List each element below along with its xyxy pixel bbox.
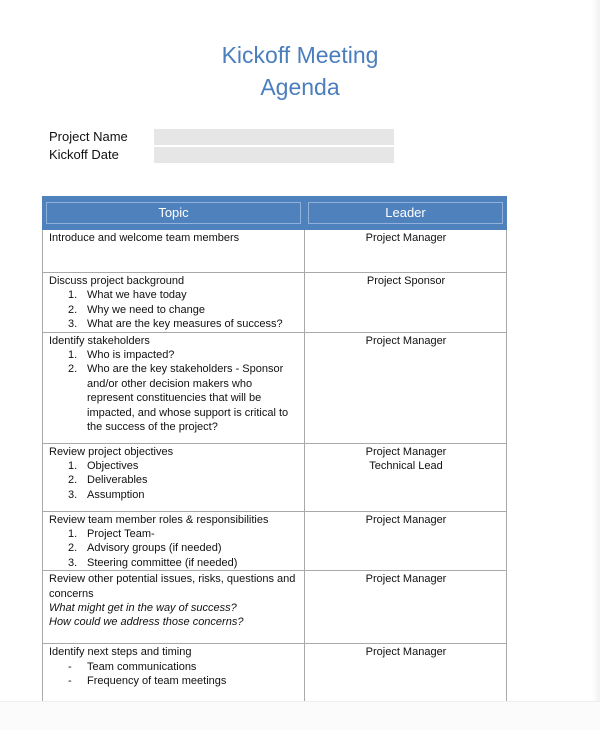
topic-text: Review other potential issues, risks, questions and concerns [49,573,296,600]
list-item: 3. Assumption [68,488,145,501]
table-row [43,644,507,708]
table-row [43,443,507,511]
page-edge [592,0,600,730]
page-title: Kickoff Meeting [221,42,379,68]
topic-text: Discuss project background [49,275,185,287]
page-bottom-edge [0,701,600,730]
note-text: How could we address those concerns? [49,616,244,629]
leader-cell [305,332,507,443]
table-header-row [43,197,507,230]
list-item: 2. Who are the key stakeholders - Sponsor and/or other decision makers who represent constituencies that will be impacted, and whose support is critical to the success of the project? [68,363,289,434]
leader-cell [305,571,507,644]
topic-text: Review team member roles & responsibilities [49,513,269,526]
topic-cell [43,511,305,571]
leader-text: Project Sponsor [366,275,446,287]
leader-text: Technical Lead [369,460,443,473]
topic-cell [43,644,305,708]
leader-cell [305,230,507,273]
leader-text: Project Manager [365,334,447,347]
leader-text: Project Manager [365,646,447,659]
topic-text: Identify next steps and timing [49,646,192,659]
leader-cell [305,443,507,511]
list-item: 1. Project Team- [68,528,155,541]
leader-header: Leader [305,197,507,230]
topic-text: Introduce and welcome team members [49,232,240,244]
topic-cell [43,273,305,333]
list-item: 3. What are the key measures of success? [68,318,283,331]
kickoff-date-field[interactable] [154,147,394,163]
table-row [43,511,507,571]
project-name-field[interactable] [154,129,394,145]
topic-cell [43,230,305,273]
list-item: - Team communications [68,660,197,673]
list-item: 2. Why we need to change [68,303,206,316]
leader-cell [305,273,507,333]
leader-cell [305,511,507,571]
topic-cell [43,571,305,644]
table-row [43,332,507,443]
leader-text: Project Manager [365,232,447,244]
list-item: 2. Advisory groups (if needed) [68,542,222,555]
leader-text: Project Manager [365,573,447,586]
table-row [43,273,507,333]
project-name-label: Project Name [49,129,128,144]
note-text: What might get in the way of success? [49,602,237,615]
topic-cell [43,332,305,443]
topic-header: Topic [43,197,305,230]
list-item: 1. Objectives [68,460,139,473]
topic-text: Review project objectives [49,445,174,458]
list-item: 2. Deliverables [68,474,148,487]
page-subtitle: Agenda [260,74,340,100]
list-item: 1. What we have today [68,289,187,302]
leader-cell [305,644,507,708]
table-row [43,230,507,273]
kickoff-date-label: Kickoff Date [49,147,119,162]
agenda-table [42,196,507,708]
list-item: 3. Steering committee (if needed) [68,556,238,569]
list-item: - Frequency of team meetings [68,675,227,688]
leader-text: Project Manager [365,445,447,458]
leader-text: Project Manager [365,513,447,526]
topic-cell [43,443,305,511]
list-item: 1. Who is impacted? [68,349,175,362]
table-row [43,571,507,644]
topic-text: Identify stakeholders [49,334,150,347]
